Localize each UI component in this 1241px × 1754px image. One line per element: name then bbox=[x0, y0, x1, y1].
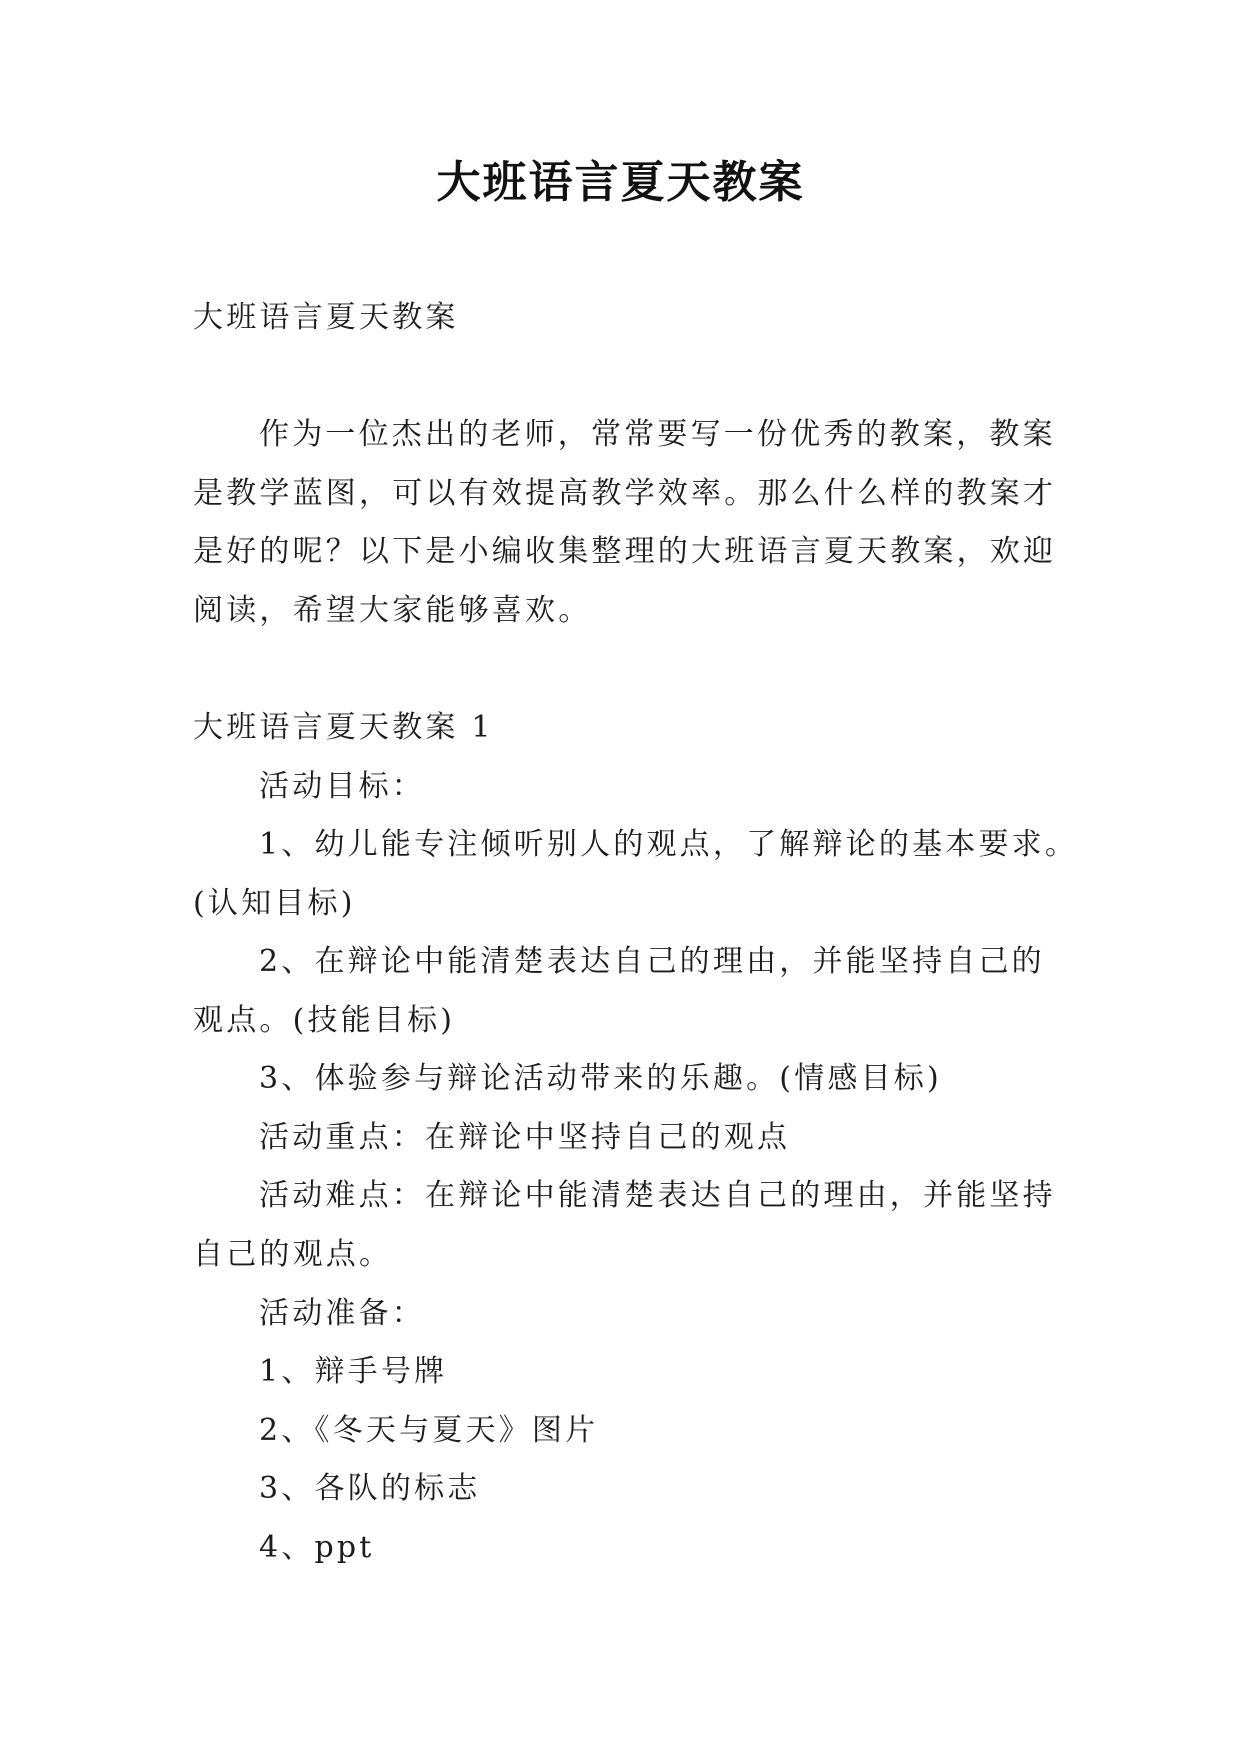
difficulty-line: 自己的观点。 bbox=[193, 1237, 393, 1272]
intro-line: 作为一位杰出的老师，常常要写一份优秀的教案，教案 bbox=[259, 417, 1056, 453]
goal-line: (认知目标) bbox=[193, 885, 356, 921]
preparation-item: 3、各队的标志 bbox=[259, 1471, 481, 1507]
intro-line: 阅读，希望大家能够喜欢。 bbox=[193, 592, 592, 628]
document-body bbox=[193, 289, 1113, 1577]
intro-line: 是好的呢？以下是小编收集整理的大班语言夏天教案，欢迎 bbox=[193, 534, 1057, 570]
preparation-item: 4、ppt bbox=[259, 1529, 375, 1565]
key-point: 活动重点：在辩论中坚持自己的观点 bbox=[259, 1119, 791, 1155]
document-title: 大班语言夏天教案 bbox=[436, 157, 805, 208]
intro-line: 是教学蓝图，可以有效提高教学效率。那么什么样的教案才 bbox=[193, 475, 1057, 511]
document-subtitle: 大班语言夏天教案 bbox=[193, 300, 459, 335]
goals-heading: 活动目标： bbox=[259, 768, 425, 804]
goal-line: 2、在辩论中能清楚表达自己的理由，并能坚持自己的 bbox=[259, 944, 1045, 980]
goal-line: 观点。(技能目标) bbox=[193, 1002, 456, 1038]
section-title: 大班语言夏天教案 1 bbox=[193, 709, 494, 745]
preparation-heading: 活动准备： bbox=[259, 1295, 425, 1331]
goal-line: 1、幼儿能专注倾听别人的观点，了解辩论的基本要求。 bbox=[259, 827, 1079, 863]
goal-line: 3、体验参与辩论活动带来的乐趣。(情感目标) bbox=[259, 1061, 942, 1097]
difficulty-line: 活动难点：在辩论中能清楚表达自己的理由，并能坚持 bbox=[259, 1178, 1056, 1214]
preparation-item: 1、辩手号牌 bbox=[259, 1354, 448, 1390]
preparation-item: 2、《冬天与夏天》图片 bbox=[259, 1412, 599, 1448]
